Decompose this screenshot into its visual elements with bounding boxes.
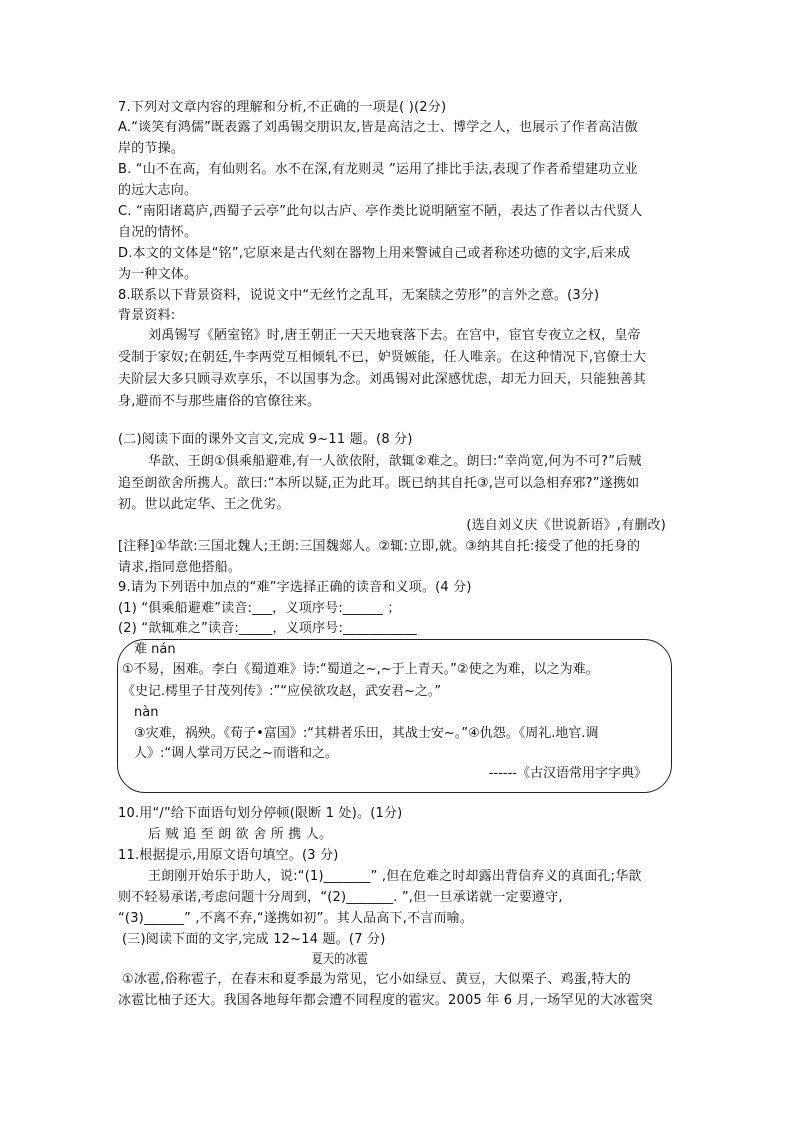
q7-option-a-line1: A.“谈笑有鸿儒”既表露了刘禹锡交朋识友,皆是高洁之士、博学之人，也展示了作者高洁傲 [118, 120, 638, 135]
q7-option-b-line2: 的远大志向。 [118, 183, 198, 198]
section3-paragraph1-line2: 冰雹比柚子还大。我国各地每年都会遭不同程度的雹灾。2005 年 6 月,一场罕见的大冰雹突 [118, 993, 653, 1008]
dict-source: ------《古汉语常用字字典》 [488, 766, 647, 781]
section2-source: (选自刘义庆《世说新语》,有删改) [466, 518, 666, 533]
q7-option-c-line2: 自况的情怀。 [118, 225, 198, 240]
q10-sentence: 后 贼 追 至 朗 欲 舍 所 携 人。 [148, 827, 333, 842]
dict-line5: 人》:“调人掌司万民之~而谐和之。 [134, 746, 339, 761]
q11-line3: “(3)______” ,不离不弃,“遂携如初”。其人品高下,不言而喻。 [118, 911, 474, 926]
section2-passage-line1: 华歆、王朗①俱乘船避难,有一人欲依附，歆辄②难之。朗曰:“幸尚宽,何为不可?”后贼 [148, 454, 642, 469]
q8-background-line4: 身,避而不与那些庸俗的官僚往来。 [118, 394, 321, 409]
q7-option-a-line2: 岸的节操。 [118, 141, 185, 156]
q9-item1: (1) “俱乘船避难”读音:___，义项序号:______ ； [118, 601, 401, 616]
q8-background-line2: 受制于家奴;在朝廷,牛李两党互相倾轧不已，妒贤嫉能，任人唯亲。在这种情况下,官僚士大 [118, 350, 647, 365]
q8-background-label: 背景资料: [118, 308, 176, 323]
section2-passage-line3: 初。世以此定华、王之优劣。 [118, 497, 290, 512]
passage-title: 夏天的冰雹 [311, 952, 369, 967]
section3-paragraph1-line1: ①冰雹,俗称雹子，在春末和夏季最为常见，它小如绿豆、黄豆，大似栗子、鸡蛋,特大的 [122, 972, 631, 987]
q7-option-d-line1: D.本文的文体是“铭”,它原来是古代刻在器物上用来警诫自己或者称述功德的文字,后来成 [118, 246, 631, 261]
q7-option-c-line1: C. “南阳诸葛庐,西蜀子云亭”此句以古庐、亭作类比说明陋室不陋，表达了作者以古代贤人 [118, 204, 643, 219]
section3-heading: (三)阅读下面的文字,完成 12~14 题。(7 分) [122, 932, 386, 947]
q7-option-d-line2: 为一种文体。 [118, 267, 198, 282]
dictionary-entry-box [117, 639, 672, 793]
dict-headword: 难 nán [134, 642, 176, 657]
q9-item2: (2) “歆辄难之”读音:_____，义项序号:___________ [118, 621, 417, 636]
section2-notes-line2: 请求,指同意他搭船。 [118, 560, 242, 575]
q8-background-line3: 夫阶层大多只顾寻欢享乐，不以国事为念。刘禹锡对此深感忧虑，却无力回天，只能独善其 [118, 372, 647, 387]
dict-line1: ①不易，困难。李白《蜀道难》诗:“蜀道之~,~于上青天。”②使之为难，以之为难。 [122, 662, 599, 677]
dict-line4: ③灾难，祸殃。《荀子•富国》:“其耕者乐田，其战士安~。”④仇怨。《周礼.地官.调 [134, 726, 599, 741]
q7-stem: 7.下列对文章内容的理解和分析,不正确的一项是( )(2分) [118, 100, 447, 115]
section2-heading: (二)阅读下面的课外文言文,完成 9~11 题。(8 分) [118, 432, 413, 447]
q11-line2: 则不轻易承诺,考虑问题十分周到，“(2)_______. ”,但一旦承诺就一定要遵守, [118, 890, 563, 905]
q9-stem: 9.请为下列语中加点的“难”字选择正确的读音和义项。(4 分) [118, 580, 472, 595]
q8-background-line1: 刘禹锡写《陋室铭》时,唐王朝正一天天地衰落下去。在宫中，宦官专夜立之权，皇帝 [148, 328, 641, 343]
dict-line2: 《史记.樗里子甘茂列传》:”“应侯欲攻赵，武安君~之。” [122, 684, 442, 699]
q11-stem: 11.根据提示,用原文语句填空。(3 分) [118, 848, 339, 863]
dict-pinyin-nan4: nàn [134, 705, 159, 720]
q10-stem: 10.用“/”给下面语句划分停顿(限断 1 处)。(1分) [118, 806, 403, 821]
q8-stem: 8.联系以下背景资料，说说文中“无丝竹之乱耳，无案牍之劳形”的言外之意。(3分) [118, 288, 600, 303]
q11-line1: 王朗刚开始乐于助人，说:“(1)_______” ,但在危难之时却露出背信弃义的真面孔;华歆 [148, 869, 642, 884]
section2-notes-line1: [注释]①华歆:三国北魏人;王朗:三国魏郯人。②辄:立即,就。③纳其自托:接受了他的托身的 [118, 539, 641, 554]
section2-passage-line2: 追至朗欲舍所携人。歆曰:“本所以疑,正为此耳。既已纳其自托③,岂可以急相弃邪?”遂携如 [118, 476, 640, 491]
q7-option-b-line1: B. “山不在高，有仙则名。水不在深,有龙则灵 ”运用了排比手法,表现了作者希望建功立业 [118, 162, 638, 177]
